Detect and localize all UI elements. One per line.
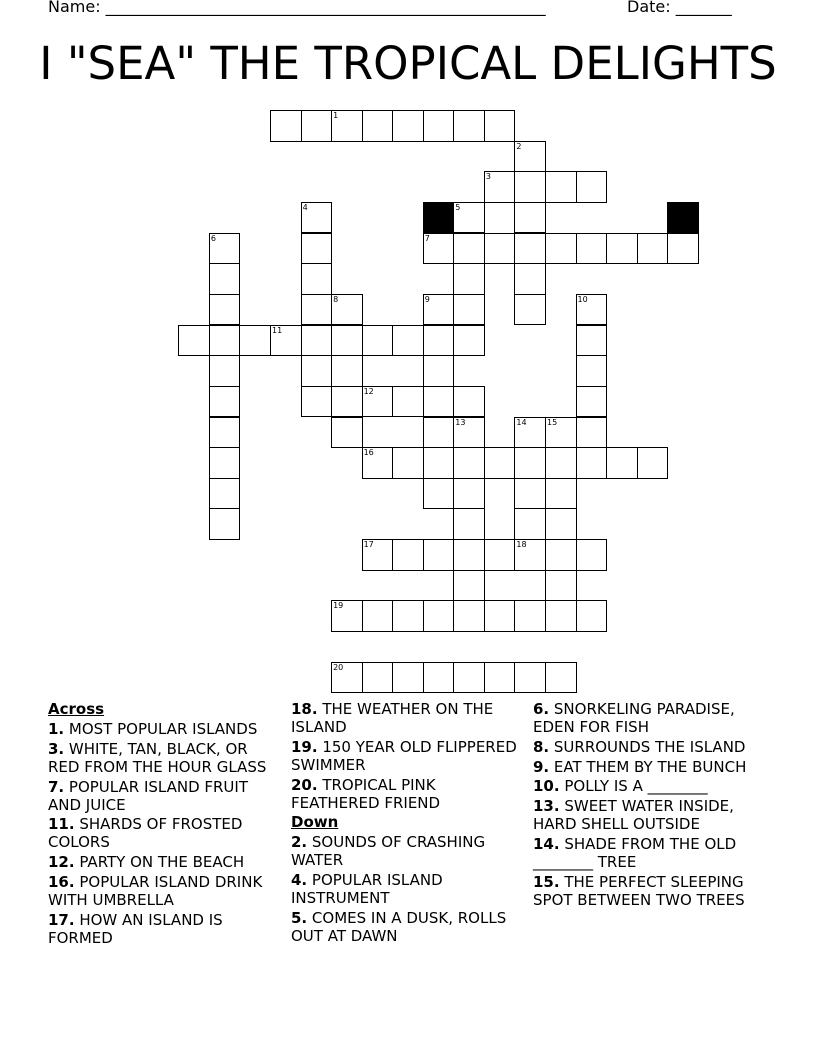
- clue-item: [533, 835, 773, 871]
- answer-cell[interactable]: [453, 662, 485, 694]
- answer-cell[interactable]: [484, 447, 516, 479]
- answer-cell[interactable]: [453, 325, 485, 357]
- answer-cell[interactable]: [545, 447, 577, 479]
- black-square: [423, 202, 455, 234]
- answer-cell[interactable]: [239, 325, 271, 357]
- answer-cell[interactable]: [453, 600, 485, 632]
- answer-cell[interactable]: [301, 355, 333, 387]
- answer-cell[interactable]: [514, 171, 546, 203]
- answer-cell[interactable]: [514, 539, 546, 571]
- clue-item: [533, 873, 773, 909]
- answer-cell[interactable]: [484, 171, 516, 203]
- clue-text: POPULAR ISLAND INSTRUMENT: [291, 871, 443, 908]
- answer-cell[interactable]: [331, 386, 363, 418]
- clue-number: 19.: [291, 737, 318, 756]
- clue-number: 11.: [48, 815, 75, 834]
- answer-cell[interactable]: [362, 386, 394, 418]
- clue-text: SURROUNDS THE ISLAND: [549, 737, 746, 756]
- answer-cell[interactable]: [453, 478, 485, 510]
- answer-cell[interactable]: [453, 539, 485, 571]
- answer-cell[interactable]: [637, 233, 669, 265]
- clue-text: MOST POPULAR ISLANDS: [64, 720, 258, 738]
- answer-cell[interactable]: [331, 110, 363, 142]
- answer-cell[interactable]: [362, 662, 394, 694]
- clue-item: [48, 873, 280, 909]
- clue-number-label: 8: [333, 294, 339, 304]
- date-field-label: Date: _______: [627, 0, 732, 16]
- answer-cell[interactable]: [576, 417, 608, 449]
- answer-cell[interactable]: [301, 386, 333, 418]
- clue-item: [533, 758, 773, 776]
- clue-item: [291, 871, 523, 907]
- answer-cell[interactable]: [514, 662, 546, 694]
- page-title: I "SEA" THE TROPICAL DELIGHTS: [39, 37, 777, 90]
- answer-cell[interactable]: [423, 417, 455, 449]
- answer-cell[interactable]: [453, 417, 485, 449]
- clue-item: [48, 720, 280, 738]
- clue-text: SHARDS OF FROSTED COLORS: [48, 815, 243, 852]
- answer-cell[interactable]: [545, 478, 577, 510]
- clue-number-label: 13: [455, 417, 466, 427]
- down-heading: Down: [291, 813, 339, 832]
- answer-cell[interactable]: [209, 478, 241, 510]
- clue-text: COMES IN A DUSK, ROLLS OUT AT DAWN: [291, 908, 507, 945]
- clue-number-label: 7: [424, 233, 430, 243]
- across-heading: Across: [48, 700, 105, 718]
- clue-number: 3.: [48, 739, 65, 758]
- clue-number-label: 6: [210, 233, 216, 243]
- answer-cell[interactable]: [514, 141, 546, 173]
- clue-number-label: 11: [272, 325, 283, 335]
- clue-number-label: 12: [363, 386, 374, 396]
- answer-cell[interactable]: [545, 171, 577, 203]
- answer-cell[interactable]: [667, 233, 699, 265]
- clue-number: 14.: [533, 834, 560, 853]
- answer-cell[interactable]: [423, 539, 455, 571]
- clue-text: SNORKELING PARADISE, EDEN FOR FISH: [533, 700, 735, 736]
- answer-cell[interactable]: [331, 662, 363, 694]
- answer-cell[interactable]: [576, 539, 608, 571]
- answer-cell[interactable]: [423, 325, 455, 357]
- clue-number-label: 18: [516, 540, 527, 550]
- clue-item: [48, 853, 280, 871]
- answer-cell[interactable]: [331, 355, 363, 387]
- answer-cell[interactable]: [392, 110, 424, 142]
- clue-number-label: 20: [333, 662, 344, 672]
- answer-cell[interactable]: [484, 600, 516, 632]
- clue-number-label: 3: [485, 172, 491, 182]
- answer-cell[interactable]: [301, 202, 333, 234]
- answer-cell[interactable]: [301, 325, 333, 357]
- answer-cell[interactable]: [392, 539, 424, 571]
- answer-cell[interactable]: [453, 508, 485, 540]
- clue-number: 20.: [291, 775, 318, 794]
- answer-cell[interactable]: [362, 539, 394, 571]
- answer-cell[interactable]: [576, 600, 608, 632]
- answer-cell[interactable]: [514, 478, 546, 510]
- clue-text: PARTY ON THE BEACH: [74, 853, 245, 872]
- answer-cell[interactable]: [423, 233, 455, 265]
- clue-number-label: 1: [333, 111, 339, 120]
- clue-text: HOW AN ISLAND IS FORMED: [48, 910, 223, 947]
- answer-cell[interactable]: [209, 263, 241, 295]
- clue-number: 15.: [533, 872, 560, 891]
- clue-item: [48, 911, 280, 947]
- clue-number-label: 2: [516, 141, 522, 151]
- answer-cell[interactable]: [514, 263, 546, 295]
- clue-number-label: 5: [455, 202, 461, 212]
- answer-cell[interactable]: [392, 325, 424, 357]
- clue-item: [533, 700, 773, 736]
- answer-cell[interactable]: [301, 233, 333, 265]
- clue-text: SOUNDS OF CRASHING WATER: [291, 833, 486, 870]
- answer-cell[interactable]: [576, 233, 608, 265]
- answer-cell[interactable]: [514, 202, 546, 234]
- clue-text: POLLY IS A ________: [559, 777, 708, 796]
- answer-cell[interactable]: [209, 508, 241, 540]
- answer-cell[interactable]: [453, 570, 485, 602]
- answer-cell[interactable]: [331, 294, 363, 326]
- clue-item: [48, 740, 280, 776]
- name-field-label: Name: _______________________________________________________: [48, 0, 546, 16]
- clue-number: 8.: [533, 737, 550, 756]
- clue-number-label: 4: [302, 202, 308, 212]
- clues-column-3: [533, 700, 773, 911]
- clue-number: 12.: [48, 853, 75, 872]
- answer-cell[interactable]: [576, 171, 608, 203]
- clue-text: SWEET WATER INSIDE, HARD SHELL OUTSIDE: [533, 797, 734, 834]
- answer-cell[interactable]: [423, 447, 455, 479]
- answer-cell[interactable]: [545, 539, 577, 571]
- clue-text: THE WEATHER ON THE ISLAND: [291, 700, 494, 736]
- clue-number-label: 16: [363, 448, 374, 458]
- answer-cell[interactable]: [423, 478, 455, 510]
- answer-cell[interactable]: [514, 294, 546, 326]
- answer-cell[interactable]: [209, 417, 241, 449]
- answer-cell[interactable]: [453, 263, 485, 295]
- answer-cell[interactable]: [178, 325, 210, 357]
- clue-text: TROPICAL PINK FEATHERED FRIEND: [291, 775, 441, 812]
- answer-cell[interactable]: [545, 600, 577, 632]
- answer-cell[interactable]: [423, 110, 455, 142]
- answer-cell[interactable]: [576, 447, 608, 479]
- answer-cell[interactable]: [423, 355, 455, 387]
- answer-cell[interactable]: [514, 417, 546, 449]
- clue-number: 18.: [291, 700, 318, 718]
- clue-text: EAT THEM BY THE BUNCH: [549, 757, 747, 776]
- answer-cell[interactable]: [514, 508, 546, 540]
- answer-cell[interactable]: [209, 447, 241, 479]
- answer-cell[interactable]: [514, 233, 546, 265]
- clues-column-2: [291, 700, 523, 947]
- answer-cell[interactable]: [301, 263, 333, 295]
- clue-number: 9.: [533, 757, 550, 776]
- answer-cell[interactable]: [453, 110, 485, 142]
- answer-cell[interactable]: [209, 386, 241, 418]
- clue-item: [291, 738, 523, 774]
- clue-number: 4.: [291, 871, 308, 890]
- clue-number: 6.: [533, 700, 550, 718]
- answer-cell[interactable]: [453, 386, 485, 418]
- answer-cell[interactable]: [576, 325, 608, 357]
- answer-cell[interactable]: [484, 662, 516, 694]
- clue-number-label: 10: [577, 294, 588, 304]
- answer-cell[interactable]: [545, 570, 577, 602]
- answer-cell[interactable]: [545, 417, 577, 449]
- clue-number-label: 15: [547, 417, 558, 427]
- answer-cell[interactable]: [606, 233, 638, 265]
- clue-number-label: 9: [424, 294, 430, 304]
- answer-cell[interactable]: [209, 294, 241, 326]
- clue-text: POPULAR ISLAND FRUIT AND JUICE: [48, 777, 249, 814]
- clue-text: 150 YEAR OLD FLIPPERED SWIMMER: [291, 737, 517, 774]
- answer-cell[interactable]: [301, 294, 333, 326]
- answer-cell[interactable]: [392, 662, 424, 694]
- answer-cell[interactable]: [209, 233, 241, 265]
- answer-cell[interactable]: [637, 447, 669, 479]
- clue-text: POPULAR ISLAND DRINK WITH UMBRELLA: [48, 872, 263, 909]
- clue-number: 16.: [48, 872, 75, 891]
- clue-number: 17.: [48, 910, 75, 929]
- answer-cell[interactable]: [270, 325, 302, 357]
- answer-cell[interactable]: [576, 294, 608, 326]
- answer-cell[interactable]: [331, 325, 363, 357]
- clue-text: THE PERFECT SLEEPING SPOT BETWEEN TWO TREES: [533, 872, 745, 909]
- answer-cell[interactable]: [514, 600, 546, 632]
- answer-cell[interactable]: [392, 447, 424, 479]
- answer-cell[interactable]: [301, 110, 333, 142]
- answer-cell[interactable]: [453, 233, 485, 265]
- clue-text: WHITE, TAN, BLACK, OR RED FROM THE HOUR GLASS: [48, 739, 267, 776]
- answer-cell[interactable]: [606, 447, 638, 479]
- answer-cell[interactable]: [423, 294, 455, 326]
- answer-cell[interactable]: [423, 386, 455, 418]
- clue-number-label: 17: [363, 540, 374, 550]
- answer-cell[interactable]: [362, 110, 394, 142]
- answer-cell[interactable]: [545, 662, 577, 694]
- answer-cell[interactable]: [362, 447, 394, 479]
- answer-cell[interactable]: [545, 508, 577, 540]
- answer-cell[interactable]: [484, 110, 516, 142]
- answer-cell[interactable]: [392, 386, 424, 418]
- clues-column-1: [48, 700, 280, 949]
- answer-cell[interactable]: [453, 447, 485, 479]
- answer-cell[interactable]: [576, 355, 608, 387]
- clue-number: 10.: [533, 777, 560, 796]
- clue-number-label: 19: [333, 601, 344, 611]
- clue-item: [533, 738, 773, 756]
- clue-item: [48, 778, 280, 814]
- clue-item: [48, 815, 280, 851]
- clue-number: 1.: [48, 720, 65, 738]
- answer-cell[interactable]: [331, 417, 363, 449]
- answer-cell[interactable]: [270, 110, 302, 142]
- clue-number: 7.: [48, 777, 65, 796]
- black-square: [667, 202, 699, 234]
- answer-cell[interactable]: [576, 386, 608, 418]
- answer-cell[interactable]: [362, 600, 394, 632]
- clue-item: [291, 776, 523, 812]
- clue-item: [291, 833, 523, 869]
- answer-cell[interactable]: [545, 233, 577, 265]
- answer-cell[interactable]: [484, 233, 516, 265]
- answer-cell[interactable]: [423, 662, 455, 694]
- clue-item: [291, 700, 523, 736]
- answer-cell[interactable]: [514, 447, 546, 479]
- clue-number: 5.: [291, 908, 308, 927]
- answer-cell[interactable]: [423, 600, 455, 632]
- answer-cell[interactable]: [362, 325, 394, 357]
- answer-cell[interactable]: [209, 355, 241, 387]
- answer-cell[interactable]: [209, 325, 241, 357]
- clue-number: 2.: [291, 833, 308, 852]
- answer-cell[interactable]: [453, 202, 485, 234]
- answer-cell[interactable]: [453, 294, 485, 326]
- answer-cell[interactable]: [392, 600, 424, 632]
- answer-cell[interactable]: [331, 600, 363, 632]
- clue-text: SHADE FROM THE OLD ________ TREE: [533, 834, 737, 871]
- clue-item: [291, 909, 523, 945]
- clue-item: [533, 777, 773, 795]
- answer-cell[interactable]: [484, 539, 516, 571]
- clue-number-label: 14: [516, 417, 527, 427]
- clue-number: 13.: [533, 797, 560, 816]
- clue-item: [533, 797, 773, 833]
